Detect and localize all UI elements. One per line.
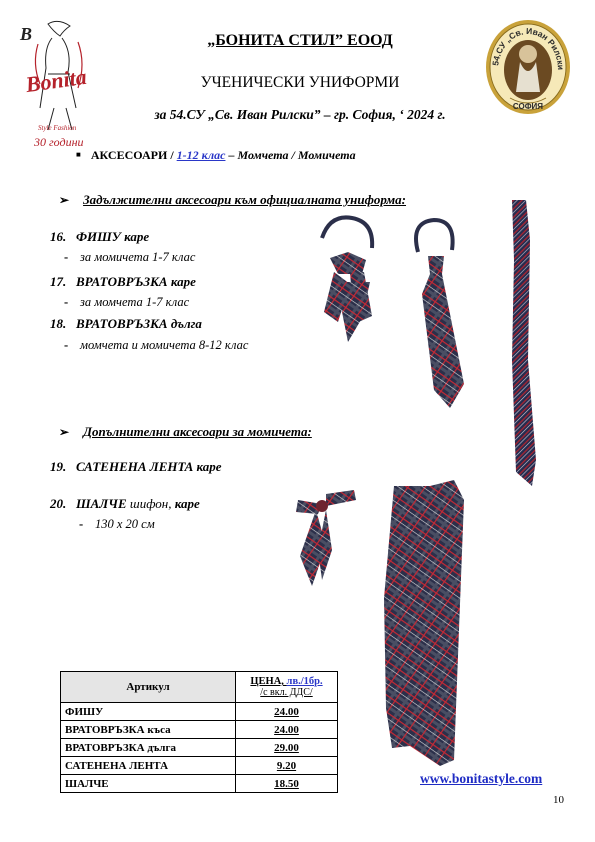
logo-tagline: Style Fashion bbox=[38, 124, 77, 132]
item-18-note: - момчета и момичета 8-12 клас bbox=[64, 338, 249, 352]
arrow-bullet-icon: ➢ bbox=[59, 193, 70, 207]
website-link[interactable]: www.bonitastyle.com bbox=[420, 771, 543, 786]
long-tie-photo bbox=[512, 200, 536, 486]
company-name: „БОНИТА СТИЛ” ЕООД bbox=[207, 32, 393, 49]
section-label: АКСЕСОАРИ / bbox=[90, 148, 177, 162]
emblem-ring-text: 54.СУ „Св. Иван Рилски bbox=[490, 25, 567, 71]
logo-years: 30 години bbox=[34, 135, 84, 149]
item-20: 20. ШАЛЧЕ шифон, каре bbox=[50, 496, 200, 511]
arrow-bullet-icon: ➢ bbox=[59, 425, 70, 439]
logo-letter: B bbox=[20, 24, 33, 44]
item-17-note: - за момчета 1-7 клас bbox=[64, 295, 190, 309]
item-19: 19. САТЕНЕНА ЛЕНТА каре bbox=[50, 459, 222, 474]
item-17: 17. ВРАТОВРЪЗКА каре bbox=[50, 274, 196, 289]
scarf-photo bbox=[384, 480, 464, 766]
column-header-price: ЦЕНА, лв./1бр. /с вкл. ДДС/ bbox=[236, 672, 338, 703]
table-row: ВРАТОВРЪЗКА къса 24.00 bbox=[61, 721, 338, 739]
table-row: САТЕНЕНА ЛЕНТА 9.20 bbox=[61, 757, 338, 775]
table-row: ФИШУ 24.00 bbox=[61, 703, 338, 721]
page-title: УЧЕНИЧЕСКИ УНИФОРМИ bbox=[200, 74, 400, 91]
item-20-note: - 130 х 20 см bbox=[79, 517, 155, 531]
section-audience: – Момчета / Момичета bbox=[225, 148, 356, 162]
fichu-photo bbox=[322, 217, 372, 342]
required-heading: ➢ Задължителни аксесоари към официалната униформа: bbox=[59, 192, 407, 207]
short-tie-photo bbox=[416, 220, 464, 408]
page-subtitle: за 54.СУ „Св. Иван Рилски” – гр. София, ‘ 2024 г. bbox=[154, 107, 446, 122]
column-header-item: Артикул bbox=[61, 672, 236, 703]
page-number: 10 bbox=[553, 794, 564, 806]
logo-brand: Bonita bbox=[24, 63, 89, 98]
price-table bbox=[60, 671, 338, 793]
table-header-row bbox=[61, 672, 338, 703]
item-16-note: - за момичета 1-7 клас bbox=[64, 250, 196, 264]
square-bullet-icon: ■ bbox=[76, 150, 81, 159]
table-row: ШАЛЧЕ 18.50 bbox=[61, 775, 338, 793]
additional-heading: ➢ Допълнителни аксесоари за момичета: bbox=[59, 424, 312, 439]
item-18: 18. ВРАТОВРЪЗКА дълга bbox=[50, 316, 202, 331]
table-row: ВРАТОВРЪЗКА дълга 29.00 bbox=[61, 739, 338, 757]
item-16: 16. ФИШУ каре bbox=[50, 229, 150, 244]
satin-ribbon-photo bbox=[296, 490, 356, 586]
section-grades: 1-12 клас bbox=[176, 148, 226, 162]
emblem-city: СОФИЯ bbox=[512, 102, 544, 111]
